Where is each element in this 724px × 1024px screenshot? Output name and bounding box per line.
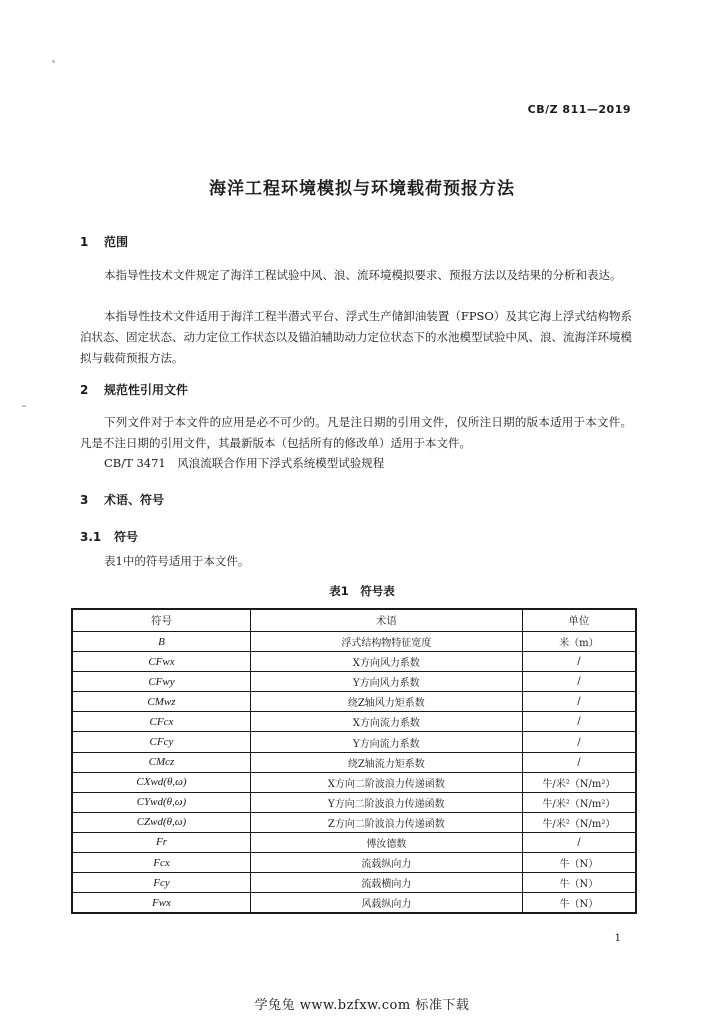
section-3-heading	[80, 491, 164, 508]
unit-cell: 米（m）	[522, 632, 636, 652]
unit-cell: 牛/米²（N/m²）	[522, 792, 636, 812]
table-header-row	[72, 609, 636, 632]
table-row	[72, 792, 636, 812]
unit-cell: 牛（N）	[522, 873, 636, 893]
section-title: 规范性引用文件	[104, 383, 189, 397]
symbol-cell: CFwy	[72, 672, 250, 692]
table-row	[72, 752, 636, 772]
section-number: 2	[80, 383, 89, 397]
symbol-cell: Fcy	[72, 873, 250, 893]
unit-cell: /	[522, 832, 636, 852]
table-row	[72, 893, 636, 914]
term-cell: 傅汝德数	[250, 832, 522, 852]
term-cell: X方向流力系数	[250, 712, 522, 732]
section-3-1-paragraph: 表1中的符号适用于本文件。	[104, 554, 250, 568]
table-row	[72, 672, 636, 692]
symbol-cell: CXwd(θ,ω)	[72, 772, 250, 792]
unit-cell: 牛（N）	[522, 853, 636, 873]
symbol-cell: CZwd(θ,ω)	[72, 812, 250, 832]
table-row	[72, 853, 636, 873]
unit-cell: /	[522, 672, 636, 692]
unit-cell: /	[522, 752, 636, 772]
table-row	[72, 632, 636, 652]
table-row	[72, 652, 636, 672]
download-footer: 学兔兔 www.bzfxw.com 标准下载	[254, 998, 470, 1013]
section-1-paragraph-2: 本指导性技术文件适用于海洋工程半潜式平台、浮式生产储卸油装置（FPSO）及其它海上浮式结构物系泊状态、固定状态、动力定位工作状态以及锚泊辅助动力定位状态下的水池模型试验中风、浪、流海洋环境模拟与载荷预报方法。	[80, 309, 632, 365]
unit-cell: /	[522, 712, 636, 732]
standard-code: CB/Z 811—2019	[527, 103, 631, 116]
header-term: 术语	[250, 609, 522, 632]
term-cell: 绕Z轴风力矩系数	[250, 692, 522, 712]
symbol-cell: CFcy	[72, 732, 250, 752]
unit-cell: 牛/米²（N/m²）	[522, 812, 636, 832]
term-cell: Y方向流力系数	[250, 732, 522, 752]
term-cell: Y方向二阶波浪力传递函数	[250, 792, 522, 812]
term-cell: Z方向二阶波浪力传递函数	[250, 812, 522, 832]
term-cell: X方向二阶波浪力传递函数	[250, 772, 522, 792]
section-3-1-heading	[80, 528, 138, 545]
document-title: 海洋工程环境模拟与环境载荷预报方法	[209, 179, 515, 199]
unit-cell: /	[522, 692, 636, 712]
term-cell: X方向风力系数	[250, 652, 522, 672]
symbol-cell: CFcx	[72, 712, 250, 732]
section-title: 符号	[114, 530, 139, 544]
table-row	[72, 873, 636, 893]
symbol-cell: B	[72, 632, 250, 652]
table-row	[72, 732, 636, 752]
symbol-cell: Fcx	[72, 853, 250, 873]
table-row	[72, 832, 636, 852]
term-cell: Y方向风力系数	[250, 672, 522, 692]
section-1-paragraph-1: 本指导性技术文件规定了海洋工程试验中风、浪、流环境模拟要求、预报方法以及结果的分析和表达。	[104, 268, 622, 282]
page-number: 1	[614, 933, 621, 944]
term-cell: 流载横向力	[250, 873, 522, 893]
unit-cell: /	[522, 652, 636, 672]
scan-speck	[52, 60, 55, 63]
section-1-heading	[80, 233, 128, 250]
symbol-cell: Fwx	[72, 893, 250, 914]
table-row	[72, 712, 636, 732]
symbol-table	[71, 608, 637, 914]
symbol-cell: CMwz	[72, 692, 250, 712]
section-number: 1	[80, 235, 89, 249]
section-title: 术语、符号	[104, 493, 165, 507]
header-unit: 单位	[522, 609, 636, 632]
section-title: 范围	[104, 235, 129, 249]
normative-reference: CB/T 3471 风浪流联合作用下浮式系统模型试验规程	[104, 456, 385, 470]
section-number: 3	[80, 493, 89, 507]
table-row	[72, 692, 636, 712]
section-number: 3.1	[80, 530, 102, 544]
section-2-heading	[80, 381, 188, 398]
term-cell: 绕Z轴流力矩系数	[250, 752, 522, 772]
term-cell: 浮式结构物特征宽度	[250, 632, 522, 652]
symbol-cell: Fr	[72, 832, 250, 852]
unit-cell: /	[522, 732, 636, 752]
symbol-cell: CYwd(θ,ω)	[72, 792, 250, 812]
table-row	[72, 772, 636, 792]
term-cell: 流载纵向力	[250, 853, 522, 873]
symbol-cell: CMcz	[72, 752, 250, 772]
section-2-paragraph-1: 下列文件对于本文件的应用是必不可少的。凡是注日期的引用文件，仅所注日期的版本适用于本文件。凡是不注日期的引用文件，其最新版本（包括所有的修改单）适用于本文件。	[80, 415, 632, 450]
header-symbol: 符号	[72, 609, 250, 632]
term-cell: 风载纵向力	[250, 893, 522, 914]
scan-speck	[22, 405, 26, 407]
symbol-cell: CFwx	[72, 652, 250, 672]
table-caption: 表1 符号表	[329, 584, 395, 598]
unit-cell: 牛/米²（N/m²）	[522, 772, 636, 792]
unit-cell: 牛（N）	[522, 893, 636, 914]
table-row	[72, 812, 636, 832]
